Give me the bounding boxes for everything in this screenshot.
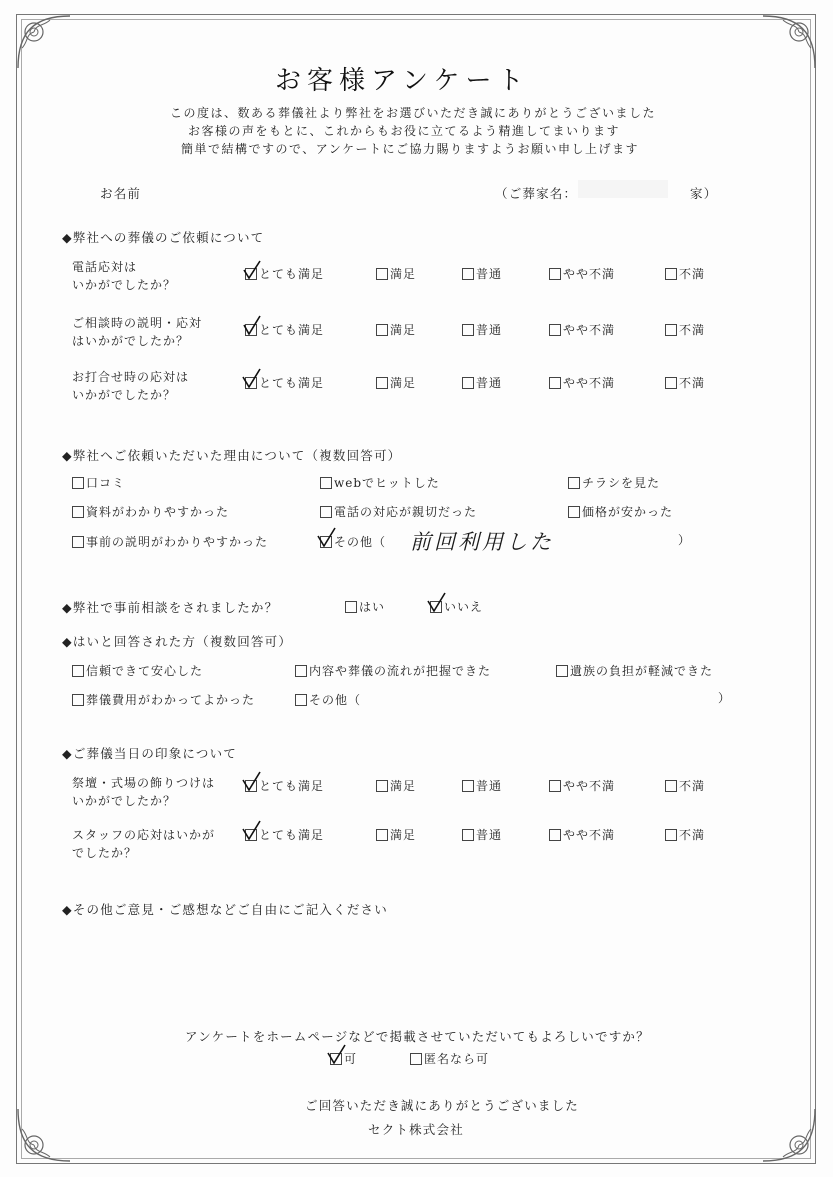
- rating-label: 満足: [390, 376, 417, 390]
- rating-satisfied[interactable]: [376, 374, 416, 391]
- option-label: 事前の説明がわかりやすかった: [86, 535, 269, 549]
- checkbox[interactable]: [549, 268, 561, 280]
- option-label: 内容や葬儀の流れが把握できた: [309, 664, 492, 678]
- reason-materials[interactable]: [72, 503, 229, 520]
- checkbox[interactable]: [72, 694, 84, 706]
- checkbox[interactable]: [568, 506, 580, 518]
- yes-reason-reduced-burden[interactable]: [556, 662, 713, 679]
- checkbox-checked[interactable]: [430, 601, 442, 613]
- checkbox[interactable]: [72, 506, 84, 518]
- option-label: その他（: [334, 535, 387, 549]
- checkbox[interactable]: [376, 377, 388, 389]
- rating-very-satisfied[interactable]: [245, 321, 324, 338]
- rating-label: 不満: [679, 267, 706, 281]
- rating-label: 普通: [476, 267, 503, 281]
- rating-label: とても満足: [259, 267, 325, 281]
- checkbox[interactable]: [72, 536, 84, 548]
- option-label: webでヒットした: [334, 476, 440, 490]
- rating-somewhat-dissatisfied[interactable]: [549, 777, 615, 794]
- question-line: でしたか？: [72, 846, 138, 860]
- name-label: お名前: [100, 186, 142, 201]
- checkbox[interactable]: [320, 506, 332, 518]
- rating-satisfied[interactable]: [376, 826, 416, 843]
- option-label: 可: [344, 1052, 358, 1066]
- checkbox-checked[interactable]: [245, 324, 257, 336]
- rating-label: 満足: [390, 267, 417, 281]
- publish-anonymous[interactable]: [410, 1050, 489, 1067]
- rating-label: 不満: [679, 828, 706, 842]
- option-label: 匿名なら可: [424, 1052, 490, 1066]
- rating-label: やや不満: [563, 376, 616, 390]
- rating-somewhat-dissatisfied[interactable]: [549, 374, 615, 391]
- checkbox[interactable]: [320, 477, 332, 489]
- corner-ornament-bottom-left: [14, 1105, 74, 1165]
- rating-label: 不満: [679, 376, 706, 390]
- rating-dissatisfied[interactable]: [665, 321, 705, 338]
- rating-very-satisfied[interactable]: [245, 374, 324, 391]
- rating-label: 不満: [679, 779, 706, 793]
- rating-satisfied[interactable]: [376, 265, 416, 282]
- rating-dissatisfied[interactable]: [665, 826, 705, 843]
- rating-label: 不満: [679, 323, 706, 337]
- checkbox[interactable]: [376, 829, 388, 841]
- rating-satisfied[interactable]: [376, 777, 416, 794]
- yes-reason-other[interactable]: [295, 691, 361, 708]
- rating-dissatisfied[interactable]: [665, 374, 705, 391]
- rating-label: 普通: [476, 779, 503, 793]
- publish-ok[interactable]: [330, 1050, 357, 1067]
- other-close-paren: ）: [718, 691, 732, 705]
- rating-neutral[interactable]: [462, 826, 502, 843]
- option-label: 電話の対応が親切だった: [334, 505, 478, 519]
- rating-label: やや不満: [563, 323, 616, 337]
- checkbox[interactable]: [376, 780, 388, 792]
- checkbox-checked[interactable]: [320, 536, 332, 548]
- reason-phone[interactable]: [320, 503, 477, 520]
- rating-label: 普通: [476, 828, 503, 842]
- publish-question: アンケートをホームページなどで掲載させていただいてもよろしいですか？: [185, 1029, 650, 1044]
- checkmark-icon: [243, 369, 261, 389]
- option-label: 価格が安かった: [582, 505, 674, 519]
- section3-question: ◆弊社で事前相談をされましたか？: [62, 600, 279, 615]
- question-decoration: [72, 774, 215, 810]
- option-label: 資料がわかりやすかった: [86, 505, 230, 519]
- question-staff: [72, 826, 215, 862]
- family-suffix: 家）: [690, 186, 718, 201]
- intro-line-1: この度は、数ある葬儀社より弊社をお選びいただき誠にありがとうございました: [170, 106, 657, 120]
- checkbox[interactable]: [462, 268, 474, 280]
- corner-ornament-bottom-right: [759, 1105, 819, 1165]
- other-reason-handwritten[interactable]: 前回利用した: [410, 530, 554, 554]
- rating-satisfied[interactable]: [376, 321, 416, 338]
- checkbox-checked[interactable]: [245, 268, 257, 280]
- intro-line-3: 簡単で結構ですので、アンケートにご協力賜りますようお願い申し上げます: [181, 142, 640, 156]
- rating-label: 満足: [390, 323, 417, 337]
- reason-price[interactable]: [568, 503, 673, 520]
- checkbox[interactable]: [549, 829, 561, 841]
- checkbox[interactable]: [568, 477, 580, 489]
- checkbox[interactable]: [295, 694, 307, 706]
- page-title: お客様アンケート: [275, 66, 530, 96]
- option-label: 口コミ: [86, 476, 126, 490]
- checkbox[interactable]: [665, 780, 677, 792]
- question-consultation: [72, 314, 202, 350]
- checkmark-icon: [318, 528, 336, 548]
- rating-very-satisfied[interactable]: [245, 826, 324, 843]
- rating-label: 満足: [390, 779, 417, 793]
- section1-heading: ◆弊社への葬儀のご依頼について: [62, 230, 265, 245]
- option-label: 葬儀費用がわかってよかった: [86, 693, 256, 707]
- other-close-paren: ）: [678, 533, 692, 547]
- section5-heading: ◆ご葬儀当日の印象について: [62, 746, 237, 761]
- yes-reason-understand-flow[interactable]: [295, 662, 491, 679]
- question-line: お打合せ時の応対は: [72, 370, 190, 384]
- question-phone: [72, 258, 176, 294]
- rating-label: 普通: [476, 323, 503, 337]
- checkbox[interactable]: [295, 665, 307, 677]
- checkbox[interactable]: [376, 268, 388, 280]
- rating-label: やや不満: [563, 779, 616, 793]
- checkbox[interactable]: [665, 268, 677, 280]
- intro-line-2: お客様の声をもとに、これからもお役に立てるよう精進してまいります: [188, 124, 621, 138]
- option-label: その他（: [309, 693, 362, 707]
- checkbox[interactable]: [72, 477, 84, 489]
- corner-ornament-top-right: [759, 12, 819, 72]
- question-meeting: [72, 368, 189, 404]
- checkbox-checked[interactable]: [330, 1053, 342, 1065]
- checkmark-icon: [243, 772, 261, 792]
- company-name: セクト株式会社: [368, 1122, 464, 1137]
- checkbox[interactable]: [549, 780, 561, 792]
- family-name-label: （ご葬家名：: [495, 186, 578, 201]
- option-label: はい: [359, 600, 386, 614]
- rating-neutral[interactable]: [462, 265, 502, 282]
- question-line: スタッフの応対はいかが: [72, 828, 216, 842]
- checkmark-icon: [428, 593, 446, 613]
- question-line: いかがでしたか？: [72, 388, 177, 402]
- checkmark-icon: [243, 821, 261, 841]
- rating-dissatisfied[interactable]: [665, 777, 705, 794]
- option-label: 信頼できて安心した: [86, 664, 204, 678]
- checkbox[interactable]: [462, 780, 474, 792]
- section4-heading: ◆はいと回答された方（複数回答可）: [62, 634, 293, 649]
- checkbox[interactable]: [549, 324, 561, 336]
- checkbox-checked[interactable]: [245, 829, 257, 841]
- rating-label: 普通: [476, 376, 503, 390]
- rating-label: とても満足: [259, 376, 325, 390]
- checkbox[interactable]: [665, 324, 677, 336]
- checkmark-icon: [243, 260, 261, 280]
- rating-label: 満足: [390, 828, 417, 842]
- checkbox[interactable]: [410, 1053, 422, 1065]
- reason-web[interactable]: [320, 474, 440, 491]
- reason-other[interactable]: [320, 533, 386, 550]
- question-line: いかがでしたか？: [72, 278, 177, 292]
- rating-neutral[interactable]: [462, 321, 502, 338]
- reason-flyer[interactable]: [568, 474, 660, 491]
- checkbox-checked[interactable]: [245, 780, 257, 792]
- prior-consultation-no[interactable]: [430, 598, 483, 615]
- checkbox[interactable]: [549, 377, 561, 389]
- checkbox[interactable]: [556, 665, 568, 677]
- checkbox[interactable]: [462, 377, 474, 389]
- question-line: 電話応対は: [72, 260, 138, 274]
- comments-area[interactable]: [72, 925, 762, 1015]
- yes-reason-trust[interactable]: [72, 662, 203, 679]
- yes-reason-cost[interactable]: [72, 691, 255, 708]
- prior-consultation-yes[interactable]: [345, 598, 385, 615]
- rating-very-satisfied[interactable]: [245, 265, 324, 282]
- rating-label: やや不満: [563, 828, 616, 842]
- corner-ornament-top-left: [14, 12, 74, 72]
- checkmark-icon: [243, 316, 261, 336]
- rating-somewhat-dissatisfied[interactable]: [549, 265, 615, 282]
- rating-label: とても満足: [259, 779, 325, 793]
- checkbox-checked[interactable]: [245, 377, 257, 389]
- checkbox[interactable]: [376, 324, 388, 336]
- checkbox[interactable]: [665, 829, 677, 841]
- reason-word-of-mouth[interactable]: [72, 474, 125, 491]
- rating-somewhat-dissatisfied[interactable]: [549, 321, 615, 338]
- rating-neutral[interactable]: [462, 374, 502, 391]
- rating-dissatisfied[interactable]: [665, 265, 705, 282]
- rating-label: とても満足: [259, 828, 325, 842]
- thanks-message: ご回答いただき誠にありがとうございました: [305, 1098, 580, 1113]
- checkbox[interactable]: [462, 829, 474, 841]
- checkbox[interactable]: [462, 324, 474, 336]
- rating-very-satisfied[interactable]: [245, 777, 324, 794]
- checkbox[interactable]: [665, 377, 677, 389]
- reason-explanation[interactable]: [72, 533, 268, 550]
- rating-label: とても満足: [259, 323, 325, 337]
- section2-heading: ◆弊社へご依頼いただいた理由について（複数回答可）: [62, 448, 402, 463]
- question-line: ご相談時の説明・応対: [72, 316, 203, 330]
- checkmark-icon: [328, 1045, 346, 1065]
- option-label: いいえ: [444, 600, 484, 614]
- option-label: チラシを見た: [582, 476, 661, 490]
- question-line: はいかがでしたか？: [72, 334, 190, 348]
- question-line: 祭壇・式場の飾りつけは: [72, 776, 216, 790]
- option-label: 遺族の負担が軽減できた: [570, 664, 714, 678]
- rating-label: やや不満: [563, 267, 616, 281]
- question-line: いかがでしたか？: [72, 794, 177, 808]
- rating-neutral[interactable]: [462, 777, 502, 794]
- section6-heading: ◆その他ご意見・ご感想などご自由にご記入ください: [62, 902, 388, 917]
- checkbox[interactable]: [72, 665, 84, 677]
- rating-somewhat-dissatisfied[interactable]: [549, 826, 615, 843]
- checkbox[interactable]: [345, 601, 357, 613]
- redacted-name-area: [578, 180, 668, 198]
